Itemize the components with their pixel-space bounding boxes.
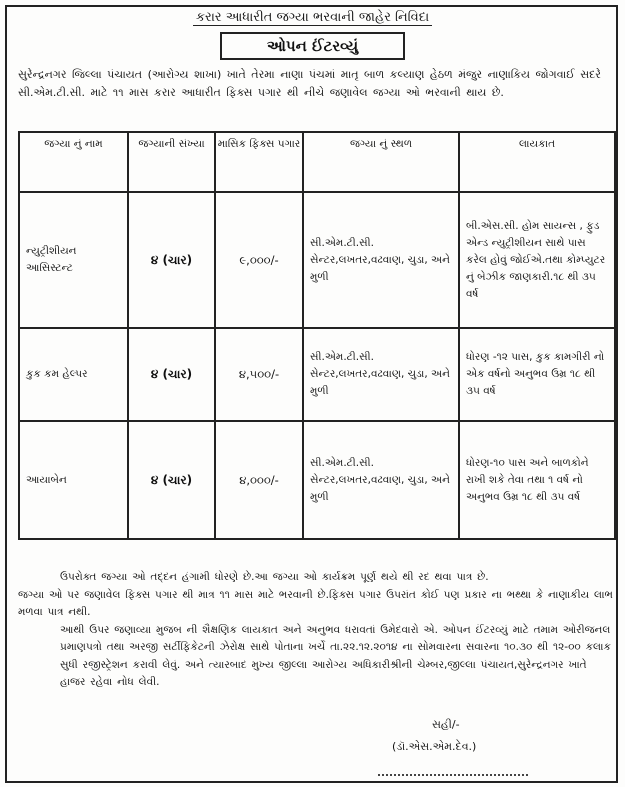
notice-title	[220, 32, 405, 60]
post-name: આયાબેન	[19, 421, 128, 539]
post-place: સી.એમ.ટી.સી. સેન્ટર,લખતર,વઢવાણ, ચુડા, અને મુળી	[303, 192, 459, 328]
header-qualification: લાયકાત	[459, 132, 615, 192]
notice-footer	[18, 569, 614, 692]
post-qualification: ધોરણ-૧૦ પાસ અને બાળકોને રાખી શકે તેવા તથા ૧ વર્ષ નો અનુભવ ઉમ્ર ૧૮ થી ૩૫ વર્ષ	[459, 421, 615, 539]
post-count: ૪ (ચાર)	[128, 421, 215, 539]
footer-line-salary: જગ્યા ઓ પર જણાવેલ ફિક્સ પગાર થી માત્ર ૧૧ માસ માટે ભરવાની છે.ફિક્સ પગાર ઉપરાંત કોઈ પણ પ્રકાર ના ભથ્થા કે નાણાકીય લાભ મળવા પાત્ર નથી.	[18, 588, 613, 618]
footer-line-temporary: ઉપરોક્ત જગ્યા ઓ તદ્દન હંગામી ધોરણે છે.આ જગ્યા ઓ કાર્યક્રમ પૂર્ણ થયે થી રદ થવા પાત્ર છે.	[60, 571, 489, 583]
header-post-count: જગ્યાની સંખ્યા	[128, 132, 215, 192]
post-count: ૪ (ચાર)	[128, 192, 215, 328]
signatory-name: (ડૉ.એસ.એમ.દેવ.)	[392, 740, 477, 753]
table-row	[19, 421, 615, 539]
post-salary: ૪,૦૦૦/-	[215, 421, 303, 539]
posts-table	[18, 131, 616, 540]
post-salary: ૪,૫૦૦/-	[215, 328, 303, 421]
signature-mark: સહી/-	[432, 718, 460, 731]
post-place: સી.એમ.ટી.સી. સેન્ટર,લખતર,વઢવાણ, ચુડા, અને મુળી	[303, 421, 459, 539]
header-post-name: જગ્યા નું નામ	[19, 132, 128, 192]
table-row	[19, 192, 615, 328]
header-place: જગ્યા નું સ્થળ	[303, 132, 459, 192]
notice-heading	[0, 10, 625, 25]
table-row	[19, 328, 615, 421]
post-name: કુક કમ હેલ્પર	[19, 328, 128, 421]
table-header-row	[19, 132, 615, 192]
post-count: ૪ (ચાર)	[128, 328, 215, 421]
cut-off-text-line	[378, 768, 528, 782]
notice-heading-text: કરાર આધારીત જગ્યા ભરવાની જાહેર નિવિદા	[193, 10, 432, 26]
post-place: સી.એમ.ટી.સી. સેન્ટર,લખતર,વઢવાણ, ચુડા, અને મુળી	[303, 328, 459, 421]
post-name: ન્યુટ્રીશીયન આસિસ્ટન્ટ	[19, 192, 128, 328]
footer-interview-instructions: આથી ઉપર જણાવ્યા મુજબ ની શૈક્ષણિક લાયકાત અને અનુભવ ધરાવતાં ઉમેદવારો એ. ઓપન ઈંટરવ્યું માટે તમામ ઓરીજનલ પ્રમાણપત્રો તથા અરજી સર્ટીફિકેટની ઝેરોક્ષ સાથે પોતાના ખર્ચે તા.૨૨.૧૨.૨૦૧૪ ના સોમવારના સવારના ૧૦.૩૦ થી ૧૨-૦૦ કલાક સુધી રજીસ્ટ્રેશન કરાવી લેવું. અને ત્યારબાદ મુખ્ય જીલ્લા આરોગ્ય અધિકારીશ્રીની ચેમ્બર,જીલ્લા પંચાયત,સુરેન્દ્રનગર ખાતે હાજર રહેવા નોધ લેવી.	[60, 623, 611, 688]
header-salary: માસિક ફિક્સ પગાર	[215, 132, 303, 192]
post-qualification: બી.એસ.સી. હોમ સાયન્સ , ફુડ એન્ડ ન્યુટ્રીશીયન સાથે પાસ કરેલ હોવું જોઈએ.તથા કોમ્પ્યુટર નું બેઝીક જાણકારી.૧૮ થી ૩૫ વર્ષ	[459, 192, 615, 328]
post-qualification: ધોરણ -૧૨ પાસ, કુક કામગીરી નો એક વર્ષનો અનુભવ ઉમ્ર ૧૮ થી ૩૫ વર્ષ	[459, 328, 615, 421]
notice-title-text: ઓપન ઈંટરવ્યું	[266, 37, 359, 55]
post-salary: ૯,૦૦૦/-	[215, 192, 303, 328]
intro-paragraph: સુરેન્દ્રનગર જિલ્લા પંચાયત (આરોગ્ય શાખા) ખાતે તેરમા નાણા પંચમાં માતૃ બાળ કલ્યાણ હેઠળ મંજુર નાણાકિય જોગવાઈ સદરે સી.એમ.ટી.સી. માટે ૧૧ માસ કરાર આધારીત ફિક્સ પગાર થી નીચે જણાવેલ જગ્યા ઓ ભરવાની થાય છે.	[18, 68, 601, 99]
